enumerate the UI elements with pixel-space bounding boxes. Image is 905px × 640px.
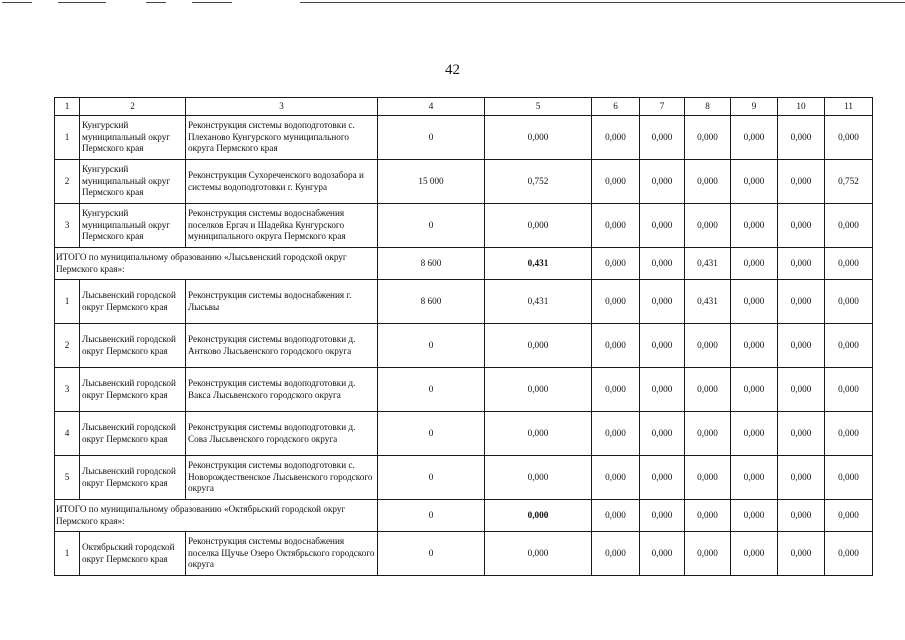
- column-header-7: 7: [640, 98, 685, 116]
- row-number: 1: [55, 280, 80, 324]
- column-header-11: 11: [825, 98, 873, 116]
- value-cell-col-8: 0,431: [685, 280, 731, 324]
- municipality-cell: Кунгурский муниципальный округ Пермского края: [80, 160, 186, 204]
- project-cell: Реконструкция системы водоснабжения поселков Ергач и Шадейка Кунгурского муниципального округа Пермского края: [186, 204, 378, 248]
- value-cell-col-10: 0,000: [778, 456, 825, 500]
- value-cell-col-6: 0,000: [592, 368, 640, 412]
- value-cell-col-4: 0: [378, 500, 485, 532]
- value-cell-col-8: 0,000: [685, 532, 731, 576]
- value-cell-col-4: 8 600: [378, 280, 485, 324]
- row-number: 3: [55, 368, 80, 412]
- value-cell-col-10: 0,000: [778, 368, 825, 412]
- column-header-5: 5: [485, 98, 592, 116]
- value-cell-col-10: 0,000: [778, 160, 825, 204]
- value-cell-col-10: 0,000: [778, 532, 825, 576]
- row-number: 3: [55, 204, 80, 248]
- value-cell-col-9: 0,000: [731, 280, 778, 324]
- value-cell-col-9: 0,000: [731, 248, 778, 280]
- value-cell-col-11: 0,000: [825, 532, 873, 576]
- column-header-2: 2: [80, 98, 186, 116]
- row-number: 5: [55, 456, 80, 500]
- value-cell-col-9: 0,000: [731, 532, 778, 576]
- value-cell-col-6: 0,000: [592, 532, 640, 576]
- value-cell-col-11: 0,000: [825, 500, 873, 532]
- value-cell-col-8: 0,000: [685, 456, 731, 500]
- column-header-1: 1: [55, 98, 80, 116]
- value-cell-col-6: 0,000: [592, 280, 640, 324]
- value-cell-col-5: 0,000: [485, 368, 592, 412]
- project-cell: Реконструкция системы водоподготовки д. Сова Лысьвенского городского округа: [186, 412, 378, 456]
- value-cell-col-9: 0,000: [731, 160, 778, 204]
- total-label: ИТОГО по муниципальному образованию «Октябрьский городской округ Пермского края»:: [55, 500, 378, 532]
- column-number-row: [55, 98, 873, 116]
- value-cell-col-6: 0,000: [592, 500, 640, 532]
- project-cell: Реконструкция системы водоподготовки д. Антково Лысьвенского городского округа: [186, 324, 378, 368]
- value-cell-col-7: 0,000: [640, 324, 685, 368]
- value-cell-col-11: 0,000: [825, 204, 873, 248]
- table-row: [55, 204, 873, 248]
- project-cell: Реконструкция системы водоподготовки д. Вакса Лысьвенского городского округа: [186, 368, 378, 412]
- row-number: 1: [55, 532, 80, 576]
- row-number: 2: [55, 324, 80, 368]
- value-cell-col-8: 0,000: [685, 412, 731, 456]
- page-number: 42: [445, 62, 460, 78]
- column-header-9: 9: [731, 98, 778, 116]
- column-header-4: 4: [378, 98, 485, 116]
- municipality-cell: Кунгурский муниципальный округ Пермского края: [80, 204, 186, 248]
- table-row: [55, 412, 873, 456]
- column-header-3: 3: [186, 98, 378, 116]
- value-cell-col-5: 0,000: [485, 412, 592, 456]
- municipality-cell: Лысьвенский городской округ Пермского края: [80, 280, 186, 324]
- column-header-6: 6: [592, 98, 640, 116]
- total-label: ИТОГО по муниципальному образованию «Лысьвенский городской округ Пермского края»:: [55, 248, 378, 280]
- value-cell-col-7: 0,000: [640, 532, 685, 576]
- value-cell-col-7: 0,000: [640, 456, 685, 500]
- table-row: [55, 160, 873, 204]
- table-row: [55, 116, 873, 160]
- project-cell: Реконструкция системы водоснабжения г. Лысьвы: [186, 280, 378, 324]
- value-cell-col-4: 0: [378, 324, 485, 368]
- value-cell-col-5: 0,000: [485, 324, 592, 368]
- value-cell-col-4: 0: [378, 204, 485, 248]
- row-number: 4: [55, 412, 80, 456]
- value-cell-col-5: 0,000: [485, 456, 592, 500]
- value-cell-col-10: 0,000: [778, 248, 825, 280]
- value-cell-col-10: 0,000: [778, 324, 825, 368]
- value-cell-col-4: 8 600: [378, 248, 485, 280]
- column-header-8: 8: [685, 98, 731, 116]
- value-cell-col-5: 0,000: [485, 500, 592, 532]
- total-row: [55, 500, 873, 532]
- value-cell-col-4: 0: [378, 412, 485, 456]
- value-cell-col-11: 0,000: [825, 368, 873, 412]
- value-cell-col-10: 0,000: [778, 500, 825, 532]
- value-cell-col-4: 0: [378, 456, 485, 500]
- value-cell-col-7: 0,000: [640, 160, 685, 204]
- municipality-cell: Лысьвенский городской округ Пермского края: [80, 324, 186, 368]
- value-cell-col-5: 0,000: [485, 204, 592, 248]
- value-cell-col-10: 0,000: [778, 204, 825, 248]
- value-cell-col-11: 0,000: [825, 248, 873, 280]
- scan-edge-lines: [0, 0, 905, 6]
- value-cell-col-5: 0,000: [485, 532, 592, 576]
- value-cell-col-8: 0,000: [685, 368, 731, 412]
- municipality-cell: Лысьвенский городской округ Пермского края: [80, 368, 186, 412]
- value-cell-col-11: 0,000: [825, 324, 873, 368]
- value-cell-col-9: 0,000: [731, 412, 778, 456]
- value-cell-col-6: 0,000: [592, 116, 640, 160]
- value-cell-col-4: 0: [378, 532, 485, 576]
- value-cell-col-4: 0: [378, 116, 485, 160]
- value-cell-col-8: 0,000: [685, 116, 731, 160]
- value-cell-col-9: 0,000: [731, 324, 778, 368]
- value-cell-col-11: 0,000: [825, 116, 873, 160]
- value-cell-col-10: 0,000: [778, 116, 825, 160]
- table-row: [55, 324, 873, 368]
- value-cell-col-8: 0,000: [685, 204, 731, 248]
- table-row: [55, 280, 873, 324]
- project-cell: Реконструкция системы водоподготовки с. Новорождественское Лысьвенского городского округа: [186, 456, 378, 500]
- value-cell-col-9: 0,000: [731, 500, 778, 532]
- value-cell-col-7: 0,000: [640, 412, 685, 456]
- table-row: [55, 456, 873, 500]
- table-row: [55, 368, 873, 412]
- column-header-10: 10: [778, 98, 825, 116]
- value-cell-col-6: 0,000: [592, 412, 640, 456]
- municipality-cell: Кунгурский муниципальный округ Пермского края: [80, 116, 186, 160]
- value-cell-col-4: 15 000: [378, 160, 485, 204]
- value-cell-col-10: 0,000: [778, 280, 825, 324]
- project-cell: Реконструкция Сухореченского водозабора и системы водоподготовки г. Кунгура: [186, 160, 378, 204]
- value-cell-col-6: 0,000: [592, 204, 640, 248]
- value-cell-col-7: 0,000: [640, 368, 685, 412]
- value-cell-col-6: 0,000: [592, 324, 640, 368]
- municipality-cell: Октябрьский городской округ Пермского края: [80, 532, 186, 576]
- value-cell-col-6: 0,000: [592, 456, 640, 500]
- project-cell: Реконструкция системы водоснабжения поселка Щучье Озеро Октябрьского городского округа: [186, 532, 378, 576]
- project-cell: Реконструкция системы водоподготовки с. Плеханово Кунгурского муниципального округа Пермского края: [186, 116, 378, 160]
- value-cell-col-6: 0,000: [592, 248, 640, 280]
- value-cell-col-9: 0,000: [731, 204, 778, 248]
- value-cell-col-7: 0,000: [640, 248, 685, 280]
- value-cell-col-8: 0,431: [685, 248, 731, 280]
- table-row: [55, 532, 873, 576]
- value-cell-col-5: 0,752: [485, 160, 592, 204]
- value-cell-col-11: 0,752: [825, 160, 873, 204]
- value-cell-col-8: 0,000: [685, 160, 731, 204]
- municipality-cell: Лысьвенский городской округ Пермского края: [80, 456, 186, 500]
- value-cell-col-10: 0,000: [778, 412, 825, 456]
- value-cell-col-11: 0,000: [825, 456, 873, 500]
- value-cell-col-7: 0,000: [640, 280, 685, 324]
- value-cell-col-7: 0,000: [640, 500, 685, 532]
- row-number: 1: [55, 116, 80, 160]
- value-cell-col-9: 0,000: [731, 368, 778, 412]
- value-cell-col-9: 0,000: [731, 456, 778, 500]
- municipality-cell: Лысьвенский городской округ Пермского края: [80, 412, 186, 456]
- value-cell-col-4: 0: [378, 368, 485, 412]
- value-cell-col-7: 0,000: [640, 116, 685, 160]
- financing-table: [54, 97, 873, 576]
- value-cell-col-9: 0,000: [731, 116, 778, 160]
- value-cell-col-8: 0,000: [685, 324, 731, 368]
- value-cell-col-6: 0,000: [592, 160, 640, 204]
- total-row: [55, 248, 873, 280]
- value-cell-col-11: 0,000: [825, 412, 873, 456]
- value-cell-col-5: 0,431: [485, 248, 592, 280]
- row-number: 2: [55, 160, 80, 204]
- value-cell-col-5: 0,431: [485, 280, 592, 324]
- value-cell-col-11: 0,000: [825, 280, 873, 324]
- value-cell-col-7: 0,000: [640, 204, 685, 248]
- value-cell-col-8: 0,000: [685, 500, 731, 532]
- value-cell-col-5: 0,000: [485, 116, 592, 160]
